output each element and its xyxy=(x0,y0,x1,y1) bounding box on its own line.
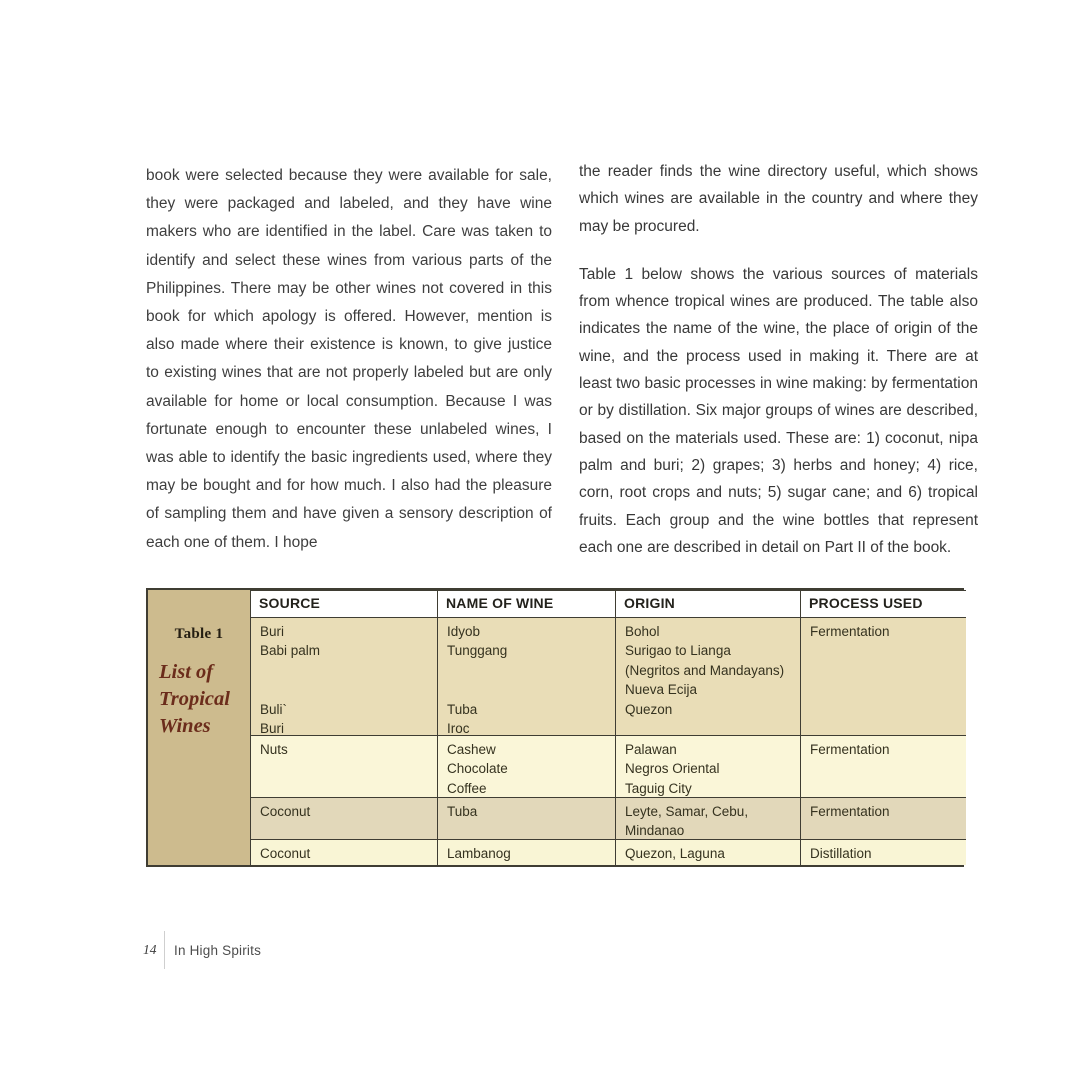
right-paragraph-1: the reader finds the wine directory useful, which shows which wines are available in the country and where they may be procured. xyxy=(579,163,978,235)
left-text-column xyxy=(146,162,552,557)
page-footer xyxy=(143,930,261,970)
column-header-origin: ORIGIN xyxy=(615,590,800,617)
table-cell-source: Coconut xyxy=(250,797,437,839)
table-cell-name-of-wine: Tuba xyxy=(437,797,615,839)
table-cell-origin: Bohol Surigao to Lianga (Negritos and Mandayans) Nueva Ecija Quezon xyxy=(615,617,800,735)
table-cell-origin: Leyte, Samar, Cebu, Mindanao xyxy=(615,797,800,839)
table-caption: Table 1 xyxy=(174,626,224,642)
running-book-title: In High Spirits xyxy=(174,942,262,958)
right-text-column xyxy=(579,158,978,561)
left-paragraph: book were selected because they were available for sale, they were packaged and labeled, and they have wine makers who are identified in the label. Care was taken to identify and select these wines from various parts of the Philippines. There may be other wines not covered in this book for which apology is offered. However, mention is also made where their existence is known, to give justice to existing wines that are not properly labeled but are only available for home or local consumption. Because I was fortunate enough to encounter these unlabeled wines, I was able to identify the basic ingredients used, where they may be bought and for how much. I also had the pleasure of sampling them and have given a sensory description of each one of them. I hope xyxy=(146,167,552,551)
table-cell-name-of-wine: Lambanog xyxy=(437,839,615,865)
table-cell-source: Buri Babi palm Buli` Buri xyxy=(250,617,437,735)
table-cell-name-of-wine: Cashew Chocolate Coffee xyxy=(437,735,615,797)
footer-divider xyxy=(164,931,165,969)
table-cell-origin: Quezon, Laguna xyxy=(615,839,800,865)
column-header-source: SOURCE xyxy=(250,590,437,617)
table-cell-origin: Palawan Negros Oriental Taguig City xyxy=(615,735,800,797)
table-cell-process: Distillation xyxy=(800,839,966,865)
table-cell-process: Fermentation xyxy=(800,617,966,735)
table-cell-process: Fermentation xyxy=(800,735,966,797)
page-number: 14 xyxy=(143,942,157,957)
table-cell-name-of-wine: Idyob Tunggang Tuba Iroc xyxy=(437,617,615,735)
table-label-cell xyxy=(148,590,250,865)
tropical-wines-table xyxy=(146,588,964,867)
table-cell-process: Fermentation xyxy=(800,797,966,839)
column-header-process-used: PROCESS USED xyxy=(800,590,966,617)
column-header-name-of-wine: NAME OF WINE xyxy=(437,590,615,617)
table-title: List of Tropical Wines xyxy=(159,661,230,737)
table-cell-source: Coconut xyxy=(250,839,437,865)
table-cell-source: Nuts xyxy=(250,735,437,797)
right-paragraph-2: Table 1 below shows the various sources of materials from whence tropical wines are produced. The table also indicates the name of the wine, the place of origin of the wine, and the process used in making it. There are at least two basic processes in wine making: by fermentation or by distillation. Six major groups of wines are described, based on the materials used. These are: 1) coconut, nipa palm and buri; 2) grapes; 3) herbs and honey; 4) rice, corn, root crops and nuts; 5) sugar cane; and 6) tropical fruits. Each group and the wine bottles that represent each one are described in detail on Part II of the book. xyxy=(579,265,978,556)
